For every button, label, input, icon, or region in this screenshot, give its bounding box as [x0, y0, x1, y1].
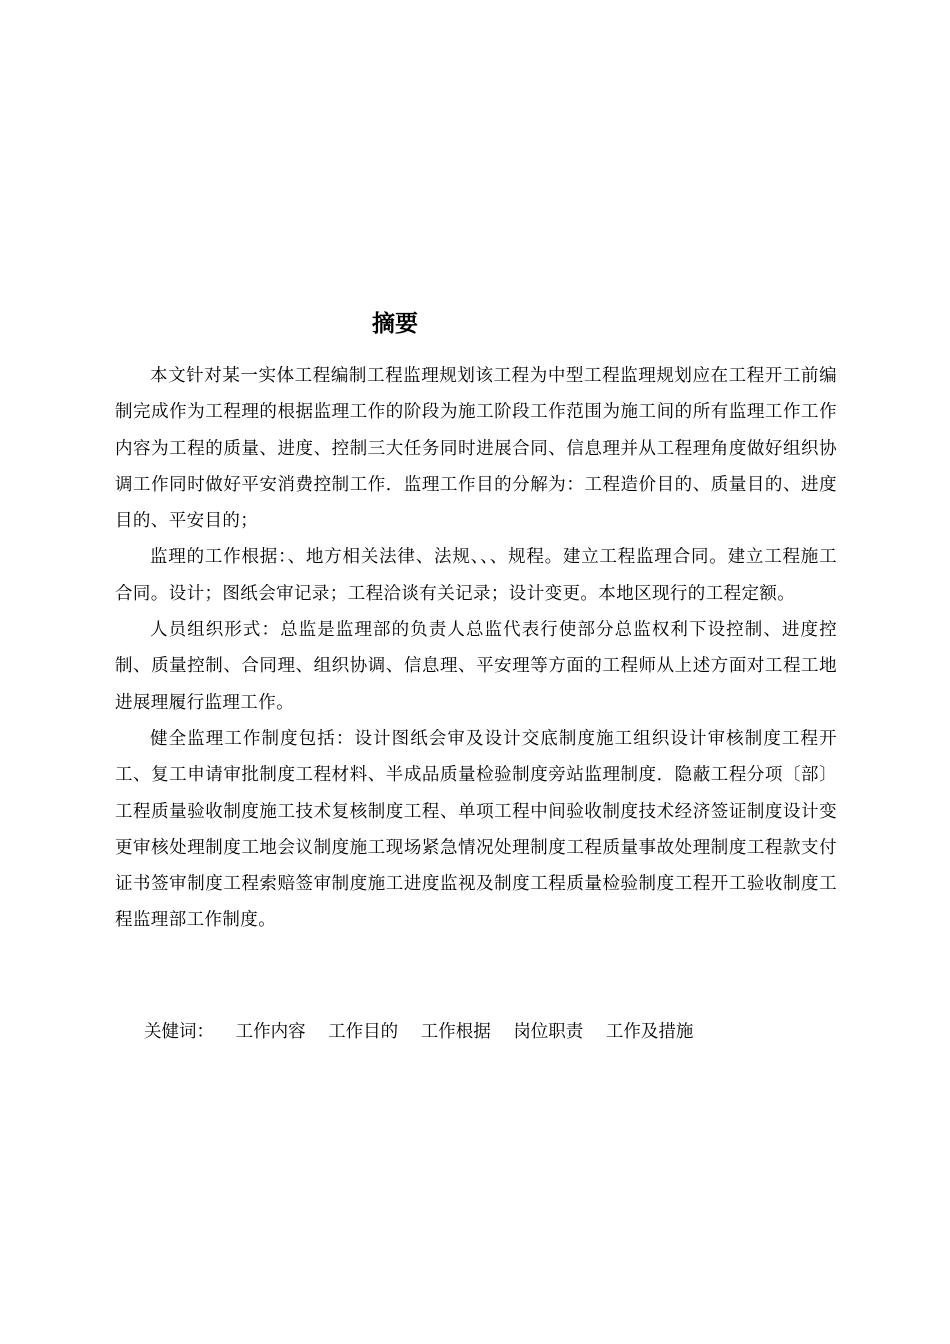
keyword-item: 工作根据: [420, 1022, 491, 1042]
keywords-label: 关健词：: [144, 1022, 214, 1042]
abstract-paragraph-organization: 人员组织形式：总监是监理部的负责人总监代表行使部分总监权利下设控制、进度控制、质量控制、合同理、组织协调、信息理、平安理等方面的工程师从上述方面对工程工地进展理履行监理工作。: [115, 620, 837, 713]
abstract-paragraph-basis: 监理的工作根据：、地方相关法律、法规、、、规程。建立工程监理合同。建立工程施工合同。设计；图纸会审记录；工程洽谈有关记录；设计变更。本地区现行的工程定额。: [115, 547, 837, 604]
abstract-paragraph-systems: 健全监理工作制度包括：设计图纸会审及设计交底制度施工组织设计审核制度工程开工、复工申请审批制度工程材料、半成品质量检验制度旁站监理制度．隐蔽工程分项〔部〕工程质量验收制度施工技术复核制度工程、单项工程中间验收制度技术经济签证制度设计变更审核处理制度工地会议制度施工现场紧急情况处理制度工程质量事故处理制度工程款支付证书签审制度工程索赔签审制度施工进度监视及制度工程质量检验制度工程开工验收制度工程监理部工作制度。: [115, 728, 837, 931]
keyword-item: 岗位职责: [513, 1022, 584, 1042]
abstract-paragraph-summary: 本文针对某一实体工程编制工程监理规划该工程为中型工程监理规划应在工程开工前编制完成作为工程理的根据监理工作的阶段为施工阶段工作范围为施工间的所有监理工作工作内容为工程的质量、进度、控制三大任务同时进展合同、信息理并从工程理角度做好组织协调工作同时做好平安消费控制工作．监理工作目的分解为：工程造价目的、质量目的、进度目的、平安目的；: [115, 366, 837, 532]
keyword-item: 工作目的: [328, 1022, 399, 1042]
abstract-title: 摘要: [372, 311, 418, 337]
keywords-line: [144, 1014, 710, 1050]
keyword-item: 工作内容: [235, 1022, 306, 1042]
keyword-item: 工作及措施: [605, 1022, 694, 1042]
abstract-body: [115, 358, 837, 939]
